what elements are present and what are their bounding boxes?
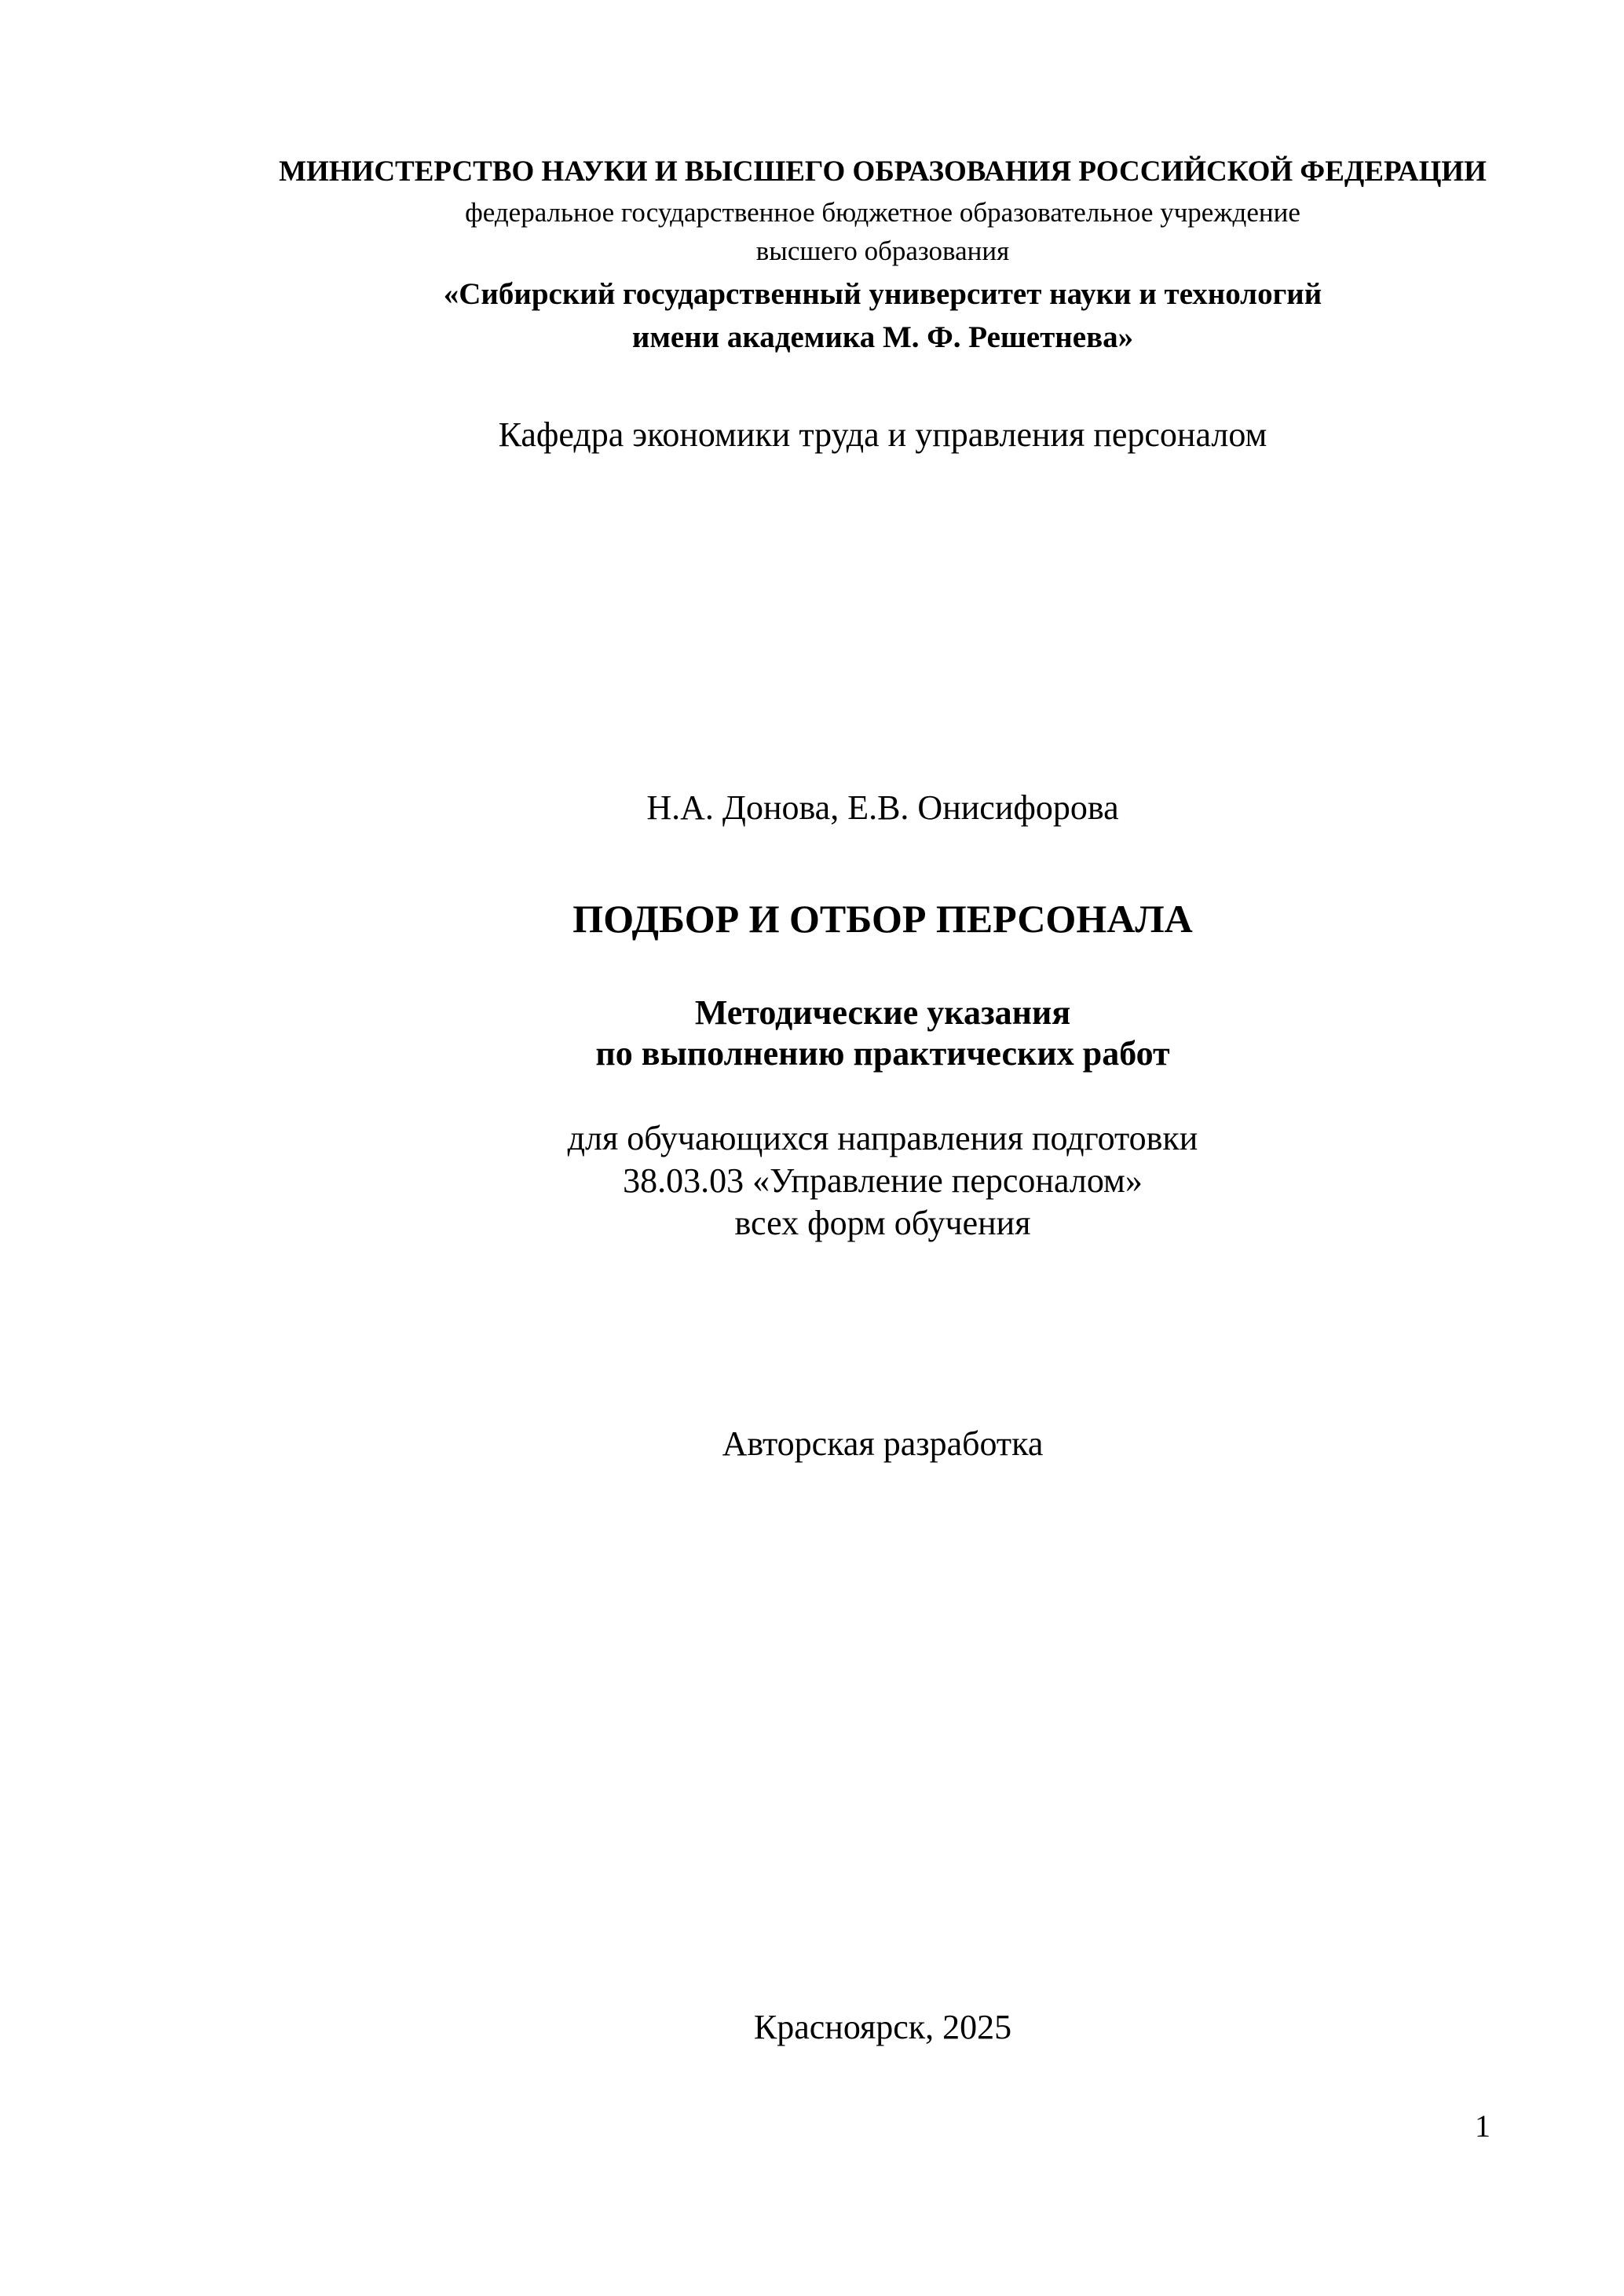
institution-type-line-2: высшего образования [755,236,1010,266]
document-title: ПОДБОР И ОТБОР ПЕРСОНАЛА [572,897,1193,941]
authors: Н.А. Донова, Е.В. Онисифорова [646,788,1119,827]
page-number: 1 [1475,2108,1490,2144]
subtitle-line-2: по выполнению практических работ [595,1034,1170,1073]
development-note: Авторская разработка [722,1424,1044,1463]
university-name-line-2: имени академика М. Ф. Решетнева» [631,320,1134,354]
audience-line-2: 38.03.03 «Управление персоналом» [623,1161,1143,1200]
institution-type-line-1: федеральное государственное бюджетное образовательное учреждение [465,197,1300,228]
audience-line-1: для обучающихся направления подготовки [567,1119,1198,1157]
subtitle-line-1: Методические указания [694,993,1071,1032]
audience-line-3: всех форм обучения [734,1204,1031,1242]
university-name-line-1: «Сибирский государственный университет науки и технологий [443,277,1322,311]
ministry-heading: МИНИСТЕРСТВО НАУКИ И ВЫСШЕГО ОБРАЗОВАНИЯ РОССИЙСКОЙ ФЕДЕРАЦИИ [279,155,1487,188]
department-name: Кафедра экономики труда и управления персоналом [498,415,1267,454]
city-year: Красноярск, 2025 [753,2008,1012,2046]
